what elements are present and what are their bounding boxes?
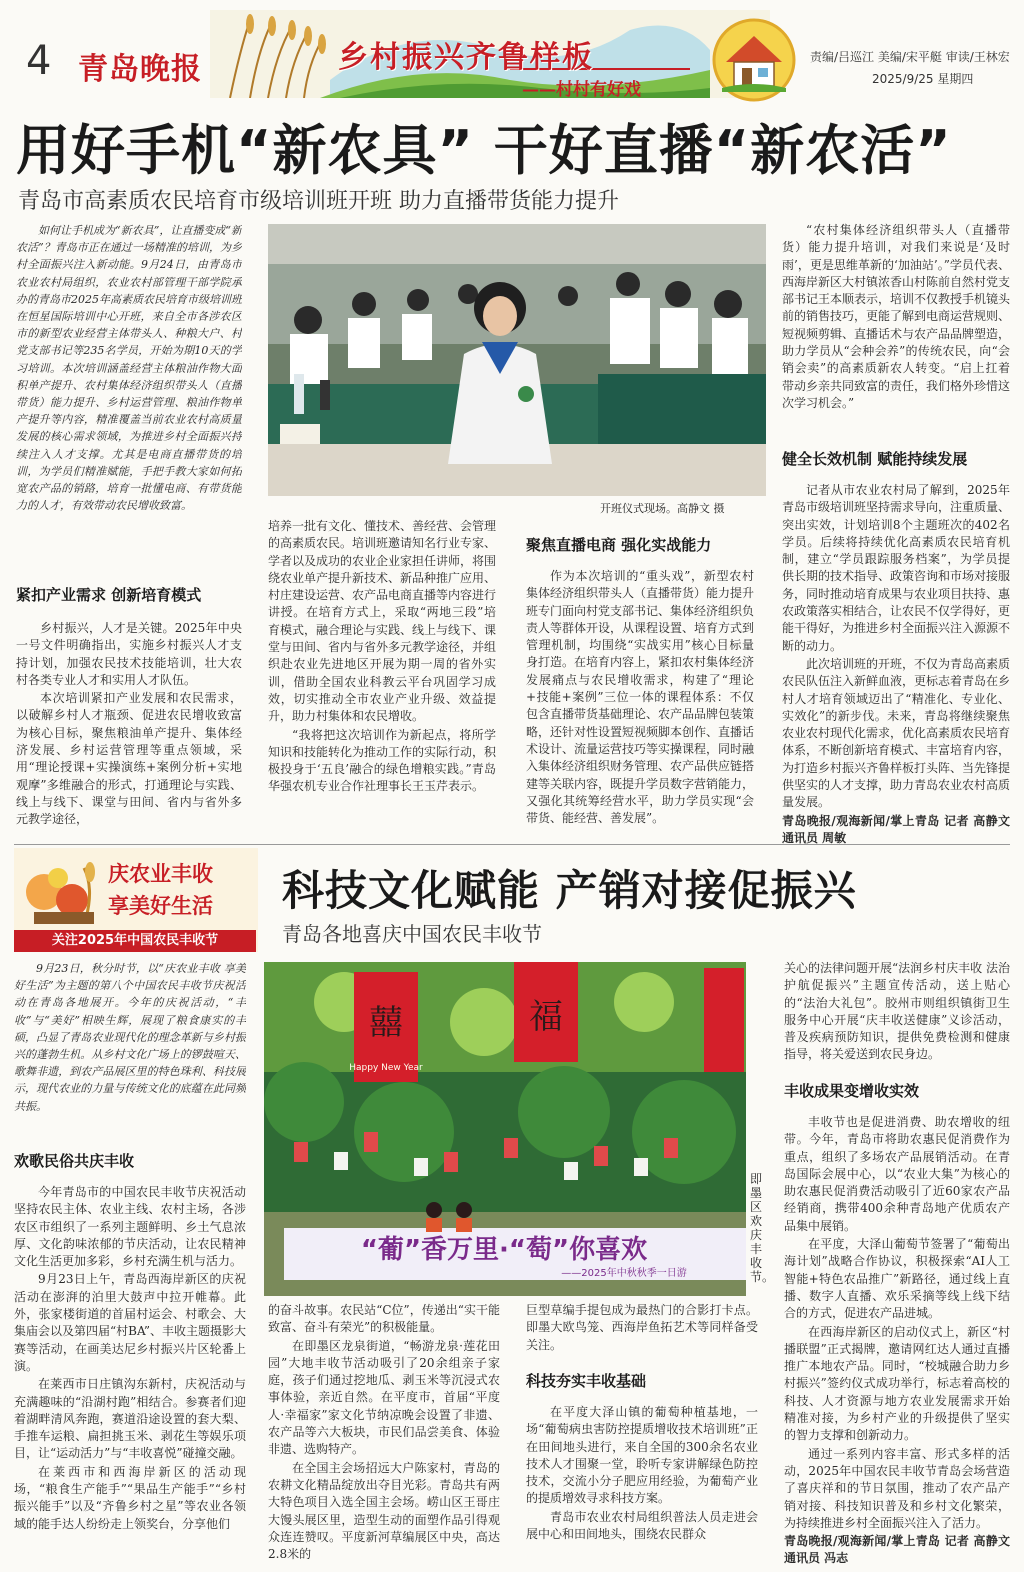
badge-slogan-line1: 庆农业丰收 [108,862,213,886]
article2-col3-body [526,1302,758,1356]
photo-banner-text: “葡”香万里·“萄”你喜欢 [360,1235,648,1265]
body-paragraph: 今年青岛市的中国农民丰收节庆祝活动坚持农民主体、农业主线、农村主场，各涉农区市组织了一系列主题鲜明、乡土气息浓厚、文化韵味浓郁的节庆活动，让农民精神文化生活更加多彩，乡村充满生机与活力。 [14,1185,246,1269]
lead-paragraph: 9月23日，秋分时节，以“庆农业丰收 享美好生活”为主题的第八个中国农民丰收节庆祝活动在青岛各地展开。今年的庆祝活动，“丰收”与“美好”相映生辉，展现了粮食康实的丰硕，凸显了青岛农业现代化的理念革新与乡村振兴的蓬勃生机。从乡村文化广场上的锣鼓喧天、歌舞非遗，到农产品展区里的特色珠利、科技展示，现代农业的力量与传统文化的底蕴在此同频共振。 [14,962,246,1113]
headline-secondary: 科技文化赋能 产销对接促振兴 [282,866,857,915]
subheadline-secondary: 青岛各地喜庆中国农民丰收节 [282,922,542,946]
article-byline: 青岛晚报/观海新闻/掌上青岛 记者 高静文 通讯员 周敏 [782,813,1010,844]
house-logo-icon [712,18,796,102]
body-paragraph: 在西海岸新区的启动仪式上，新区“村播联盟”正式揭牌，邀请网红达人通过直播推广本地农产品。同时，“校城融合助力乡村振兴”签约仪式成功举行，标志着高校的科技、人才资源与地方农业发展需求开始精准对接，为乡村产业的升级提供了坚实的智力支撑和创新动力。 [784,1324,1010,1443]
masthead [0,0,1024,104]
badge-slogan-line2: 享美好生活 [108,894,213,918]
section-heading: 聚焦直播电商 强化实战能力 [526,536,712,554]
harvest-festival-photo-art [264,962,746,1296]
article2-lead [14,960,246,1136]
body-paragraph: 通过一系列内容丰富、形式多样的活动，2025年中国农民丰收节青岛会场营造了喜庆祥和的节日氛围，推动了农产品产销对接、科技知识普及和乡村文化繁荣，为持续推进乡村全面振兴注入了活力。 [784,1446,1010,1530]
body-paragraph: 乡村振兴，人才是关键。2025年中央一号文件明确指出，实施乡村振兴人才支持计划，加强农民技术技能培训，壮大农村各类专业人才和实用人才队伍。 [16,621,242,687]
body-paragraph: 此次培训班的开班，不仅为青岛高素质农民队伍注入新鲜血液，更标志着青岛在乡村人才培育领域迈出了“精准化、专业化、实效化”的新步伐。未来，青岛将继续聚焦农业农村现代化需求，优化高素质农民培育体系，不断创新培育模式、丰富培育内容，为打造乡村振兴齐鲁样板打头阵、当先锋提供坚实的人才支撑，助力青岛农业农村高质量发展。 [782,656,1010,810]
lead-paragraph: 如何让手机成为“新农具”，让直播变成“新农活”？青岛市正在通过一场精准的培训，为乡村全面振兴注入新动能。9月24日，由青岛市农业农村局组织，农业农村部管理干部学院承办的青岛市2025年高素质农民培育市级培训班在恒星国际培训中心开班，来自全市各涉农区市的新型农业经营主体带头人、种粮大户、村党支部书记等235名学员，开始为期10天的学习培训。本次培训涵盖经营主体粮油作物大面积单产提升、农村集体经济组织带头人（直播带货）能力提升、乡村运营管理、粮油作物单产提升等内容，精准覆盖当前农业农村高质量发展的核心需求领域，为推进乡村全面振兴持续注入人才支撑。尤其是电商直播带货的培训，为学员们精准赋能，手把手教大家如何拓宽农产品的销路，培育一批懂电商、有带货能力的人才，有效带动农民增收致富。 [16,224,242,513]
body-paragraph: 丰收节也是促进消费、助农增收的纽带。今年，青岛市将助农惠民促消费作为重点，组织了多场农产品展销活动。在青岛国际会展中心，以“农业大集”为核心的助农惠民促消费活动吸引了近60家农产品经销商，携带400余种青岛地产优质农产品集中展销。 [784,1115,1010,1233]
svg-text:囍: 囍 [369,1003,403,1043]
article1-col2-body [268,518,496,844]
body-paragraph: 作为本次培训的“重头戏”，新型农村集体经济组织带头人（直播带货）能力提升班专门面向村党支部书记、集体经济组织负责人等群体开设，从课程设置、培育方式到管理机制，均围绕“实战实用”核心目标量身打造。在培育内容上，紧扣农村集体经济发展痛点与农民增收需求，构建了“理论+技能+案例”三位一体的课程体系：不仅包含直播带货基础理论、农产品品牌包装策略，还针对性设置短视频脚本创作、直播话术设计、流量运营技巧等实操课程，同时融入集体经济组织财务管理、农产品供应链搭建等关联内容，既提升学员数字营销能力，又强化其统筹经营水平，助力学员实现“会带货、能经营、善发展”。 [526,569,754,826]
body-paragraph: 关心的法律问题开展“法润乡村庆丰收 法治护航促振兴”主题宣传活动，送上贴心的“法治大礼包”。胶州市则组织镇街卫生服务中心开展“庆丰收送健康”义诊活动，普及疾病预防知识，提供免费检测和健康指导，将关爱送到农民身边。 [784,961,1010,1062]
body-paragraph: 在即墨区龙泉街道，“畅游龙泉·莲花田园”大地丰收节活动吸引了20余组亲子家庭，孩子们通过挖地瓜、剥玉米等沉浸式农事体验，亲近自然。在平度市，首届“平度人·幸福家”家文化节纳凉晚会设置了非遗、农产品等六大板块，市民们品尝美食、体验非遗、选购特产。 [268,1338,500,1457]
article2-col3-body-2 [526,1404,758,1570]
editor-credits: 责编/吕巡江 美编/宋平艇 审读/王林宏 [810,50,1010,64]
training-class-photo-art [268,224,766,496]
section-subtitle: ——村村有好戏 [522,80,641,100]
badge-topic-bar: 关注2025年中国农民丰收节 [14,930,256,952]
headline-primary: 用好手机“新农具” 干好直播“新农活” [16,119,952,182]
body-paragraph: 培养一批有文化、懂技术、善经营、会管理的高素质农民。培训班邀请知名行业专家、学者以及成功的农业企业家担任讲师，将围绕农业单产提升新技术、新品种推广应用、村庄建设运营、农产品电商直播等内容进行讲授。在培育方式上，采取“两地三段”培育模式，融合理论与实践、线上与线下、课堂与田间、省内与省外多元教学途径，并组织赴农业先进地区开展为期一周的省外实训，借助全国农业科教云平台巩固学习成效，切实推动全市农业产业升级、效益提升，助力村集体和农民增收。 [268,519,496,724]
section-heading: 健全长效机制 赋能持续发展 [782,450,968,468]
section-heading: 科技夯实丰收基础 [526,1372,647,1390]
article2-col2-body [268,1302,500,1570]
body-paragraph: 在平度大泽山镇的葡萄种植基地，一场“葡萄病虫害防控提质增收技术培训班”正在田间地头进行，来自全国的300余名农业技术人才围聚一堂，聆听专家讲解绿色防控技术，交流小分子肥应用经验，为葡萄产业的提质增效寻求科技方案。 [526,1405,758,1506]
body-paragraph: 在莱西市日庄镇沟东新村，庆祝活动与充满趣味的“沿湖村跑”相结合。参赛者们迎着湖畔清风奔跑，赛道沿途设置的套大梨、手推车运粮、扁担挑玉米、剥花生等娱乐项目，让“运动活力”与“丰收喜悦”碰撞交融。 [14,1377,246,1461]
svg-text:福: 福 [529,997,563,1037]
page-number: 4 [26,38,52,84]
photo-banner-subtext: ——2025年中秋秋季一日游 [561,1268,687,1279]
article1-col3-body [526,568,754,844]
section-heading: 欢歌民俗共庆丰收 [14,1152,135,1170]
section-divider [14,844,1010,845]
body-paragraph: 记者从市农业农村局了解到，2025年青岛市级培训班坚持需求导向，注重质量、突出实效，计划培训8个主题班次的402名学员。后续将持续优化高素质农民培育机制，建立“学员跟踪服务档案”，为学员提供长期的技术指导、政策咨询和市场对接服务，同时推动培育成果与农业项目扶持、惠农政策落实相结合，让农民不仅学得好，更能干得好，为推进乡村全面振兴注入源源不断的动力。 [782,483,1010,653]
section-heading: 丰收成果变增收实效 [784,1082,920,1100]
article2-col1-body [14,1184,246,1570]
body-paragraph: 的奋斗故事。农民站“C位”，传递出“实干能致富、奋斗有荣光”的积极能量。 [268,1303,500,1335]
photo-caption: 开班仪式现场。高静文 摄 [600,502,725,515]
subheadline-primary: 青岛市高素质农民培育市级培训班开班 助力直播带货能力提升 [18,189,619,214]
body-paragraph: 巨型草编手提包成为最热门的合影打卡点。即墨大欧鸟笼、西海岸鱼拓艺术等同样备受关注。 [526,1303,758,1352]
paper-name-logo: 青岛晚报 [78,52,202,87]
body-paragraph: 青岛市农业农村局组织普法人员走进会展中心和田间地头，围绕农民群众 [526,1509,758,1542]
publication-date: 2025/9/25 星期四 [872,72,974,86]
body-paragraph: 9月23日上午，青岛西海岸新区的庆祝活动在澎湃的泊里大鼓声中拉开帷幕。此外，张家楼街道的首届村运会、村歌会、大集庙会以及第四届“村BA”、丰收主题摄影大赛等活动，在画美达尼乡村振兴片区轮番上演。 [14,1272,246,1373]
training-class-photo [268,224,766,496]
article1-col1-body [16,620,242,842]
body-paragraph: “农村集体经济组织带头人（直播带货）能力提升培训，对我们来说是‘及时雨’，更是思维革新的‘加油站’。”学员代表、西海岸新区大村镇浓香山村陈前自然村党支部书记王本顺表示，培训不仅教授手机镜头前的销售技巧，更能了解到电商运营规则、短视频剪辑、直播话术与农产品品牌塑造，助力学员从“会种会养”的传统农民，向“会销会卖”的高素质新农人转变。“启上扛着带动乡亲共同致富的责任，我们格外珍惜这次学习机会。” [782,223,1010,410]
body-paragraph: 在全国主会场招远大户陈家村，青岛的农耕文化精品绽放出夺目光彩。青岛共有两大特色项目入选全国主会场。崂山区王哥庄大馒头展区里，造型生动的面塑作品引得观众连连赞叹。平度新河草编展区中央，高达2.8米的 [268,1460,500,1562]
harvest-festival-photo [264,962,746,1296]
section-title: 乡村振兴齐鲁样板 [338,40,594,75]
body-paragraph: “我将把这次培训作为新起点，将所学知识和技能转化为推动工作的实际行动，积极投身于‘五良’融合的绿色增粮实践。”青岛华强农机专业合作社理事长王玉芹表示。 [268,727,496,794]
photo-sign-text: Happy New Year [349,1063,423,1073]
section-heading: 紧扣产业需求 创新培育模式 [16,586,202,604]
article1-col4-body-2 [782,482,1010,844]
article2-col4-body-2 [784,1114,1010,1570]
body-paragraph: 在平度，大泽山葡萄节签署了“葡萄出海计划”战略合作协议，积极探索“AI人工智能+特色农品推广”新路径，通过线上直播、数字人直播、欢乐采摘等线上线下结合的方式，促进农产品进城。 [784,1237,1010,1321]
article1-col4-body [782,222,1010,434]
article2-col4-body [784,960,1010,1066]
photo-caption-vertical: 即墨区欢庆丰收节。 [750,1172,775,1284]
body-paragraph: 在莱西市和西海岸新区的活动现场，“粮食生产能手”“果品生产能手”“乡村振兴能手”以及“齐鲁乡村之星”等农业各领域的能手达人纷纷走上领奖台，分享他们 [14,1464,246,1531]
article1-lead [16,222,242,570]
body-paragraph: 本次培训紧扣产业发展和农民需求，以破解乡村人才瓶颈、促进农民增收致富为核心目标，聚焦粮油单产提升、集体经济发展、乡村运营管理等重点领域，采用“理论授课+实操演练+案例分析+实地观摩”多维融合的形式，打通理论与实践、线上与线下、课堂与田间、省内与省外多元教学途径， [16,691,242,827]
article-byline: 青岛晚报/观海新闻/掌上青岛 记者 高静文 通讯员 冯志 [784,1534,1010,1566]
